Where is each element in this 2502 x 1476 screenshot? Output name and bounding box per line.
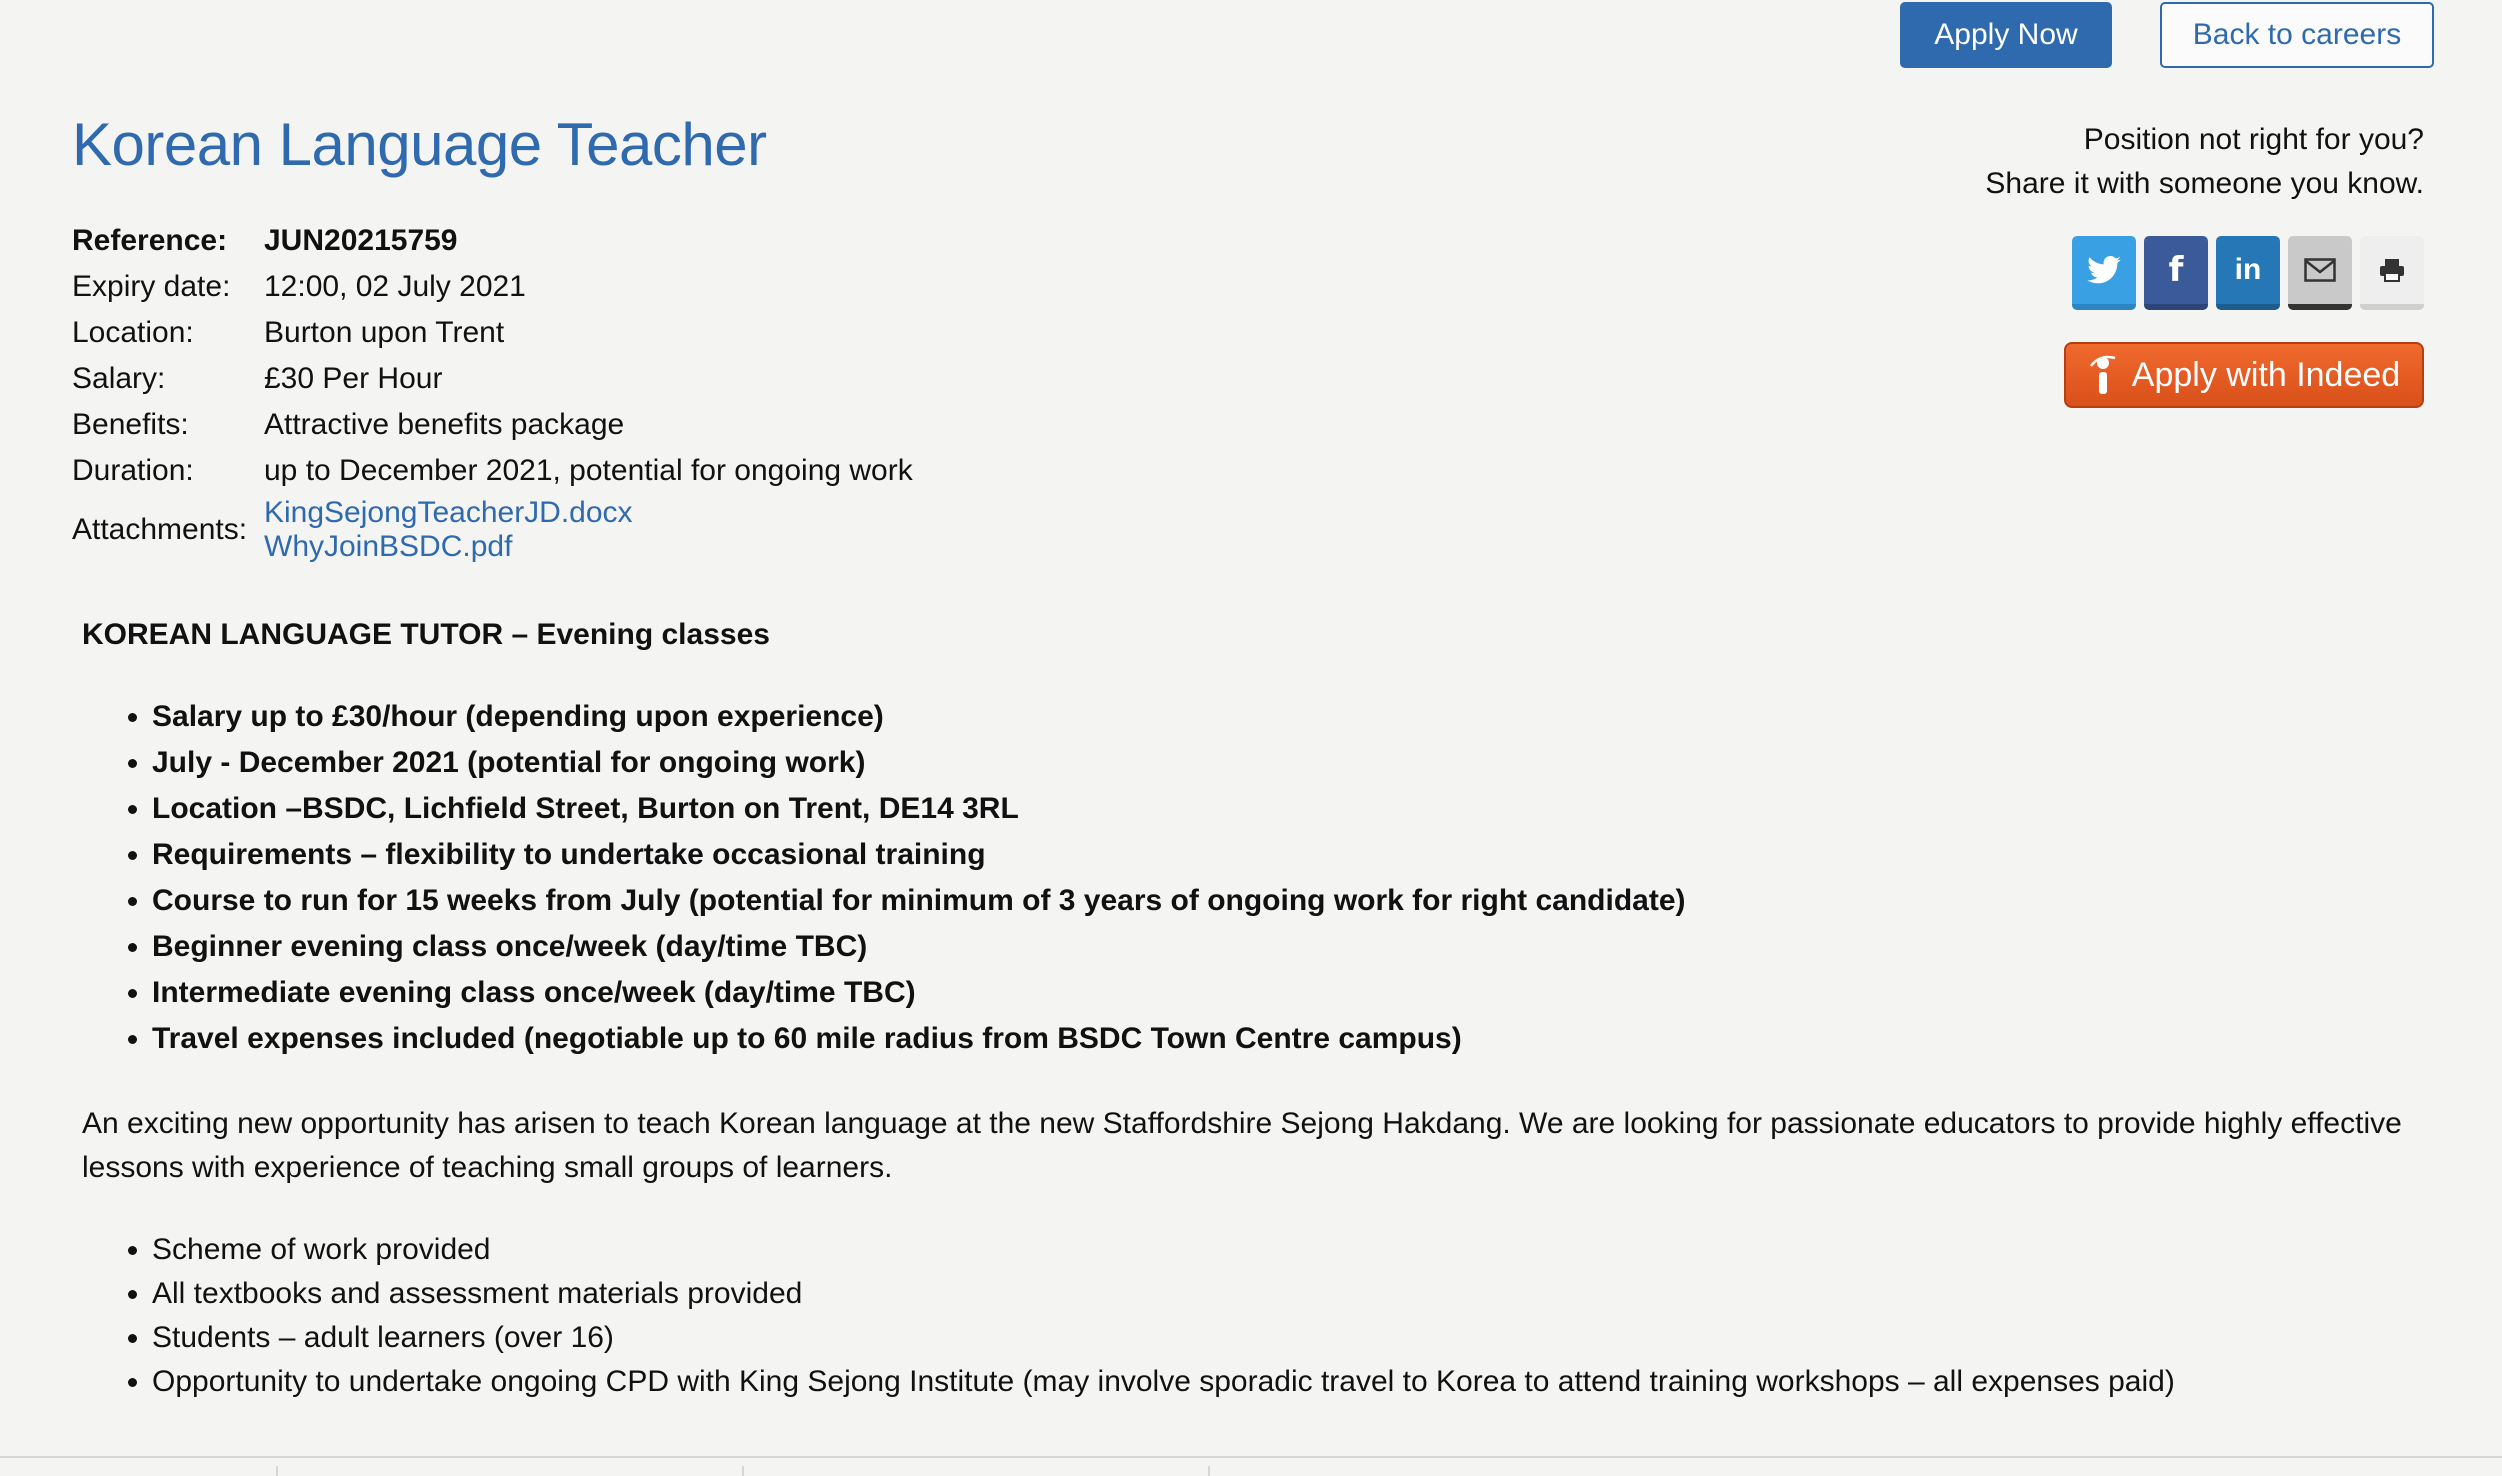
job-details bbox=[72, 218, 913, 564]
share-line-2: Share it with someone you know. bbox=[1985, 167, 2424, 200]
list-item: • Requirements – flexibility to undertake occasional training bbox=[152, 832, 2422, 878]
page-title: Korean Language Teacher bbox=[72, 111, 767, 178]
email-share-button[interactable] bbox=[2288, 236, 2352, 310]
detail-label: Salary: bbox=[72, 362, 166, 395]
detail-value: JUN20215759 bbox=[264, 224, 458, 257]
list-item: • Opportunity to undertake ongoing CPD with King Sejong Institute (may involve sporadic travel to Korea to attend training workshops – all expenses paid) bbox=[152, 1360, 2422, 1404]
attachment-list bbox=[264, 496, 633, 564]
detail-value: £30 Per Hour bbox=[264, 362, 443, 395]
list-item: • Intermediate evening class once/week (day/time TBC) bbox=[152, 970, 2422, 1016]
list-item: • Students – adult learners (over 16) bbox=[152, 1316, 2422, 1360]
attachment-link-jd[interactable]: KingSejongTeacherJD.docx bbox=[264, 496, 633, 529]
top-actions bbox=[1900, 2, 2434, 68]
facebook-icon: f bbox=[2168, 250, 2184, 290]
detail-label: Expiry date: bbox=[72, 270, 231, 303]
linkedin-icon: in bbox=[2234, 253, 2262, 286]
detail-row-reference bbox=[72, 218, 913, 264]
detail-value: up to December 2021, potential for ongoing work bbox=[264, 454, 913, 487]
detail-row-attachments bbox=[72, 496, 913, 564]
social-share-buttons bbox=[2072, 236, 2424, 310]
email-icon bbox=[2304, 258, 2336, 282]
back-to-careers-button[interactable]: Back to careers bbox=[2160, 2, 2434, 68]
list-item: • Course to run for 15 weeks from July (potential for minimum of 3 years of ongoing work for right candidate) bbox=[152, 878, 2422, 924]
footer-tick bbox=[1208, 1466, 1210, 1476]
list-item: • Travel expenses included (negotiable up to 60 mile radius from BSDC Town Centre campus) bbox=[152, 1016, 2422, 1062]
detail-row-location bbox=[72, 310, 913, 356]
list-item: • July - December 2021 (potential for ongoing work) bbox=[152, 740, 2422, 786]
facebook-share-button[interactable] bbox=[2144, 236, 2208, 310]
detail-row-duration bbox=[72, 448, 913, 494]
twitter-share-button[interactable] bbox=[2072, 236, 2136, 310]
attachment-link-why-join[interactable]: WhyJoinBSDC.pdf bbox=[264, 530, 513, 563]
share-line-1: Position not right for you? bbox=[2083, 123, 2424, 156]
description-paragraph: An exciting new opportunity has arisen to teach Korean language at the new Staffordshire Sejong Hakdang. We are looking for passionate educators to provide highly effective lessons with experience of teaching small groups of learners. bbox=[82, 1107, 2402, 1184]
footer-tick bbox=[276, 1466, 278, 1476]
list-item: • Scheme of work provided bbox=[152, 1228, 2422, 1272]
detail-label: Location: bbox=[72, 316, 194, 349]
linkedin-share-button[interactable] bbox=[2216, 236, 2280, 310]
apply-now-button[interactable]: Apply Now bbox=[1900, 2, 2112, 68]
print-button[interactable] bbox=[2360, 236, 2424, 310]
detail-label: Duration: bbox=[72, 454, 194, 487]
twitter-icon bbox=[2087, 256, 2121, 284]
detail-label: Attachments: bbox=[72, 513, 248, 546]
detail-row-benefits bbox=[72, 402, 913, 448]
footer-tick bbox=[742, 1466, 744, 1476]
list-item: • Location –BSDC, Lichfield Street, Burton on Trent, DE14 3RL bbox=[152, 786, 2422, 832]
description-heading: KOREAN LANGUAGE TUTOR – Evening classes bbox=[82, 618, 770, 651]
indeed-icon bbox=[2088, 354, 2118, 396]
apply-with-indeed-label: Apply with Indeed bbox=[2131, 355, 2401, 394]
detail-row-salary bbox=[72, 356, 913, 402]
share-prompt bbox=[1985, 118, 2424, 206]
detail-row-expiry bbox=[72, 264, 913, 310]
detail-value: 12:00, 02 July 2021 bbox=[264, 270, 526, 303]
offer-list bbox=[82, 1228, 2422, 1404]
key-points-list bbox=[82, 694, 2422, 1062]
job-description bbox=[82, 618, 2422, 1404]
apply-with-indeed-button[interactable] bbox=[2064, 342, 2424, 408]
list-item: • Salary up to £30/hour (depending upon experience) bbox=[152, 694, 2422, 740]
detail-label: Reference: bbox=[72, 224, 228, 257]
detail-value: Attractive benefits package bbox=[264, 408, 625, 441]
footer-divider bbox=[0, 1456, 2502, 1458]
list-item: • Beginner evening class once/week (day/time TBC) bbox=[152, 924, 2422, 970]
print-icon bbox=[2378, 257, 2406, 283]
detail-value: Burton upon Trent bbox=[264, 316, 505, 349]
detail-label: Benefits: bbox=[72, 408, 189, 441]
list-item: • All textbooks and assessment materials provided bbox=[152, 1272, 2422, 1316]
